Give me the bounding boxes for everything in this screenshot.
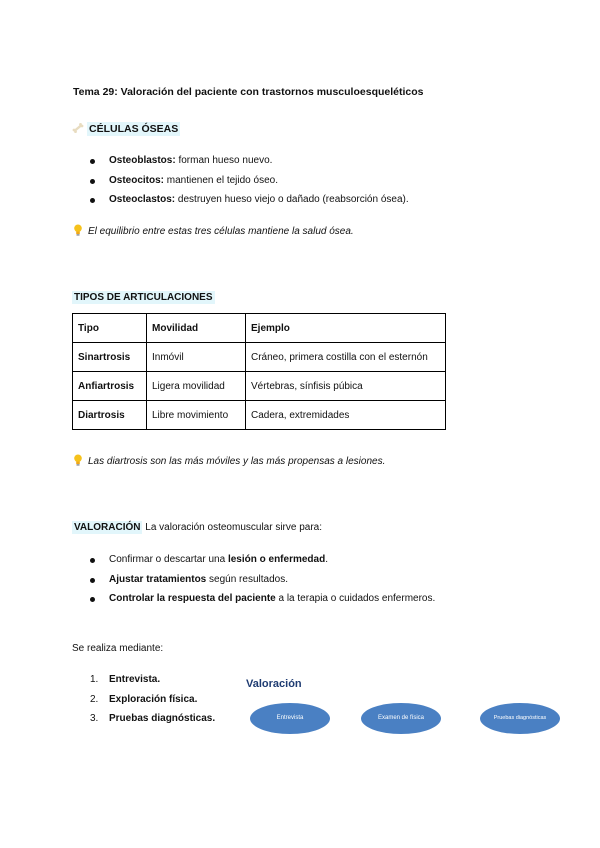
cells-heading-text: CÉLULAS ÓSEAS [89, 123, 179, 135]
table-cell: Vértebras, sínfisis púbica [246, 372, 446, 401]
cells-heading [72, 123, 180, 135]
diagram-node: Examen de física [361, 703, 441, 734]
assessment-list [90, 550, 435, 609]
joints-table [72, 313, 446, 430]
table-header-cell: Tipo [73, 314, 147, 343]
table-cell: Anfiartrosis [73, 372, 147, 401]
diagram-node: Pruebas diagnósticas [480, 703, 560, 734]
list-item: Confirmar o descartar una lesión o enfermedad. [90, 550, 435, 570]
list-item: Ajustar tratamientos según resultados. [90, 570, 435, 590]
table-header-cell: Ejemplo [246, 314, 446, 343]
table-row [73, 401, 446, 430]
list-item: 2. Exploración física. [90, 693, 198, 705]
table-cell: Cadera, extremidades [246, 401, 446, 430]
table-cell: Diartrosis [73, 401, 147, 430]
joints-heading: TIPOS DE ARTICULACIONES [74, 292, 213, 303]
lightbulb-icon [73, 224, 83, 236]
table-cell: Libre movimiento [147, 401, 246, 430]
list-item: Osteoblastos: forman hueso nuevo. [90, 151, 409, 171]
methods-list [90, 670, 215, 729]
table-header-cell: Movilidad [147, 314, 246, 343]
diagram-title: Valoración [246, 678, 302, 690]
diagram-node: Entrevista [250, 703, 330, 734]
joints-note: Las diartrosis son las más móviles y las más propensas a lesiones. [73, 454, 385, 467]
cells-note: El equilibrio entre estas tres células mantiene la salud ósea. [73, 224, 354, 237]
list-item: 1. Entrevista. [90, 674, 161, 685]
bone-icon [72, 123, 84, 133]
list-item: Osteoclastos: destruyen hueso viejo o dañado (reabsorción ósea). [90, 190, 409, 210]
assessment-intro: VALORACIÓN La valoración osteomuscular sirve para: [74, 522, 323, 533]
methods-intro: Se realiza mediante: [72, 643, 164, 654]
list-item: Controlar la respuesta del paciente a la terapia o cuidados enfermeros. [90, 589, 435, 609]
table-cell: Sinartrosis [73, 343, 147, 372]
table-header-row [73, 314, 446, 343]
table-cell: Cráneo, primera costilla con el esternón [246, 343, 446, 372]
cells-list [90, 151, 409, 210]
table-row [73, 343, 446, 372]
list-item: 3. Pruebas diagnósticas. [90, 713, 216, 724]
page-title: Tema 29: Valoración del paciente con trastornos musculoesqueléticos [73, 86, 424, 98]
table-cell: Ligera movilidad [147, 372, 246, 401]
lightbulb-icon [73, 454, 83, 466]
table-row [73, 372, 446, 401]
list-item: Osteocitos: mantienen el tejido óseo. [90, 171, 409, 191]
assessment-heading: VALORACIÓN [74, 522, 141, 533]
table-cell: Inmóvil [147, 343, 246, 372]
